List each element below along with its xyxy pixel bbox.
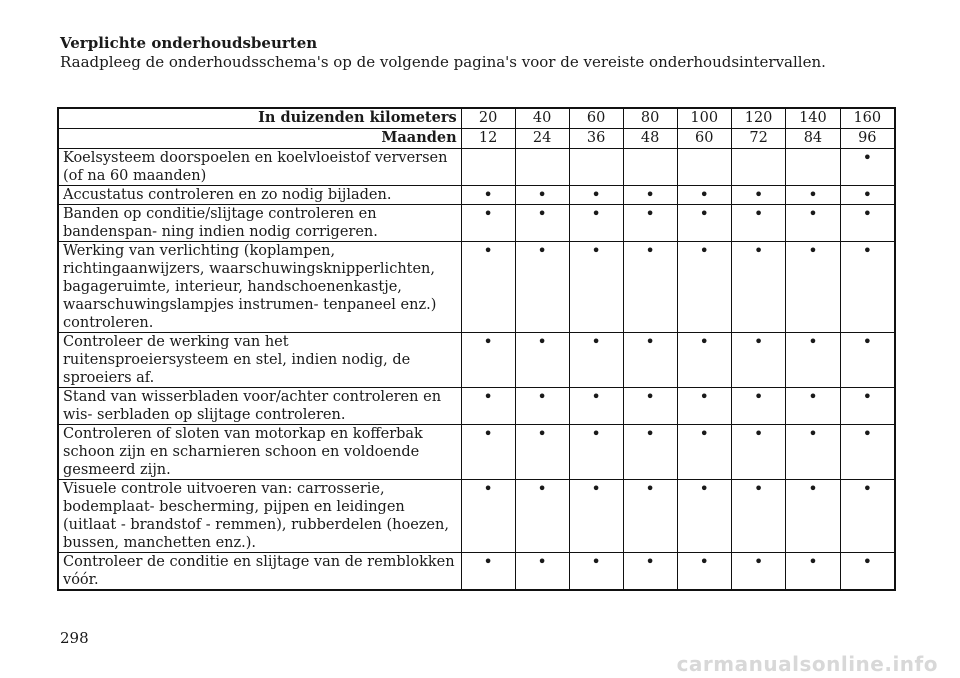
interval-mark: • xyxy=(840,425,895,480)
task-row xyxy=(58,480,895,553)
interval-mark: • xyxy=(786,553,840,591)
interval-mark: • xyxy=(677,186,731,205)
interval-mark: • xyxy=(623,205,677,242)
interval-mark: • xyxy=(515,242,569,333)
km-header-row xyxy=(58,108,895,129)
interval-mark: • xyxy=(840,333,895,388)
interval-mark: • xyxy=(623,242,677,333)
task-row xyxy=(58,242,895,333)
interval-mark: • xyxy=(731,242,785,333)
interval-mark: • xyxy=(731,388,785,425)
interval-mark: • xyxy=(569,425,623,480)
task-row xyxy=(58,205,895,242)
interval-mark: • xyxy=(461,186,515,205)
interval-mark: • xyxy=(515,425,569,480)
interval-mark: • xyxy=(515,333,569,388)
km-header-cell: 20 xyxy=(461,108,515,129)
task-description: Controleer de werking van het ruitensproeiersysteem en stel, indien nodig, de sproeiers af. xyxy=(58,333,461,388)
interval-mark: • xyxy=(840,242,895,333)
km-header-cell: 100 xyxy=(677,108,731,129)
interval-mark: • xyxy=(731,333,785,388)
interval-mark: • xyxy=(569,553,623,591)
km-header-cell: 120 xyxy=(731,108,785,129)
interval-mark: • xyxy=(840,553,895,591)
page-number: 298 xyxy=(60,629,89,647)
interval-mark: • xyxy=(840,186,895,205)
months-row-label: Maanden xyxy=(58,129,461,149)
km-row-label: In duizenden kilometers xyxy=(58,108,461,129)
interval-mark: • xyxy=(677,333,731,388)
interval-mark xyxy=(786,149,840,186)
interval-mark xyxy=(677,149,731,186)
task-description: Controleren of sloten van motorkap en kofferbak schoon zijn en scharnieren schoon en voldoende gesmeerd zijn. xyxy=(58,425,461,480)
months-header-cell: 36 xyxy=(569,129,623,149)
km-header-cell: 60 xyxy=(569,108,623,129)
km-header-cell: 80 xyxy=(623,108,677,129)
interval-mark xyxy=(623,149,677,186)
interval-mark: • xyxy=(786,242,840,333)
interval-mark: • xyxy=(786,388,840,425)
interval-mark: • xyxy=(677,553,731,591)
interval-mark: • xyxy=(786,425,840,480)
interval-mark: • xyxy=(461,333,515,388)
months-header-cell: 12 xyxy=(461,129,515,149)
interval-mark: • xyxy=(840,480,895,553)
interval-mark: • xyxy=(623,186,677,205)
interval-mark: • xyxy=(569,388,623,425)
interval-mark: • xyxy=(623,333,677,388)
months-header-row xyxy=(58,129,895,149)
interval-mark: • xyxy=(677,242,731,333)
interval-mark: • xyxy=(569,205,623,242)
interval-mark: • xyxy=(515,553,569,591)
task-row xyxy=(58,553,895,591)
interval-mark: • xyxy=(623,388,677,425)
intro-text: Raadpleeg de onderhoudsschema's op de volgende pagina's voor de vereiste onderhoudsintervallen. xyxy=(60,53,826,71)
interval-mark: • xyxy=(569,480,623,553)
interval-mark: • xyxy=(623,480,677,553)
interval-mark: • xyxy=(461,480,515,553)
interval-mark: • xyxy=(461,553,515,591)
interval-mark: • xyxy=(731,480,785,553)
months-header-cell: 24 xyxy=(515,129,569,149)
interval-mark: • xyxy=(461,205,515,242)
km-header-cell: 40 xyxy=(515,108,569,129)
interval-mark: • xyxy=(731,205,785,242)
task-description: Koelsysteem doorspoelen en koelvloeistof verversen (of na 60 maanden) xyxy=(58,149,461,186)
task-description: Accustatus controleren en zo nodig bijladen. xyxy=(58,186,461,205)
months-header-cell: 72 xyxy=(731,129,785,149)
task-description: Controleer de conditie en slijtage van de remblokken vóór. xyxy=(58,553,461,591)
interval-mark: • xyxy=(569,333,623,388)
task-description: Banden op conditie/slijtage controleren en bandenspan- ning indien nodig corrigeren. xyxy=(58,205,461,242)
months-header-cell: 48 xyxy=(623,129,677,149)
interval-mark: • xyxy=(569,242,623,333)
task-description: Stand van wisserbladen voor/achter controleren en wis- serbladen op slijtage controleren. xyxy=(58,388,461,425)
task-description: Werking van verlichting (koplampen, richtingaanwijzers, waarschuwingsknipperlichten, bagageruimte, interieur, handschoenenkastje, waarschuwingslampjes instrumen- tenpaneel enz.) controleren. xyxy=(58,242,461,333)
interval-mark: • xyxy=(461,242,515,333)
task-row xyxy=(58,388,895,425)
interval-mark: • xyxy=(515,186,569,205)
months-header-cell: 96 xyxy=(840,129,895,149)
task-row xyxy=(58,186,895,205)
interval-mark: • xyxy=(731,425,785,480)
interval-mark xyxy=(515,149,569,186)
interval-mark: • xyxy=(623,553,677,591)
task-row xyxy=(58,333,895,388)
interval-mark: • xyxy=(515,480,569,553)
interval-mark: • xyxy=(840,149,895,186)
interval-mark xyxy=(731,149,785,186)
task-rows xyxy=(58,149,895,591)
interval-mark xyxy=(461,149,515,186)
watermark: carmanualsonline.info xyxy=(676,652,938,676)
interval-mark: • xyxy=(623,425,677,480)
interval-mark: • xyxy=(840,388,895,425)
interval-mark: • xyxy=(840,205,895,242)
km-header-cell: 160 xyxy=(840,108,895,129)
task-row xyxy=(58,425,895,480)
months-header-cell: 84 xyxy=(786,129,840,149)
months-header-cell: 60 xyxy=(677,129,731,149)
interval-mark: • xyxy=(786,333,840,388)
interval-mark: • xyxy=(786,205,840,242)
interval-mark: • xyxy=(569,186,623,205)
interval-mark: • xyxy=(731,186,785,205)
interval-mark: • xyxy=(677,425,731,480)
maintenance-schedule-table xyxy=(57,107,896,591)
interval-mark: • xyxy=(786,186,840,205)
interval-mark xyxy=(569,149,623,186)
interval-mark: • xyxy=(677,388,731,425)
interval-mark: • xyxy=(677,480,731,553)
interval-mark: • xyxy=(731,553,785,591)
section-heading: Verplichte onderhoudsbeurten xyxy=(60,34,318,52)
task-description: Visuele controle uitvoeren van: carrosserie, bodemplaat- bescherming, pijpen en leidingen (uitlaat - brandstof - remmen), rubberdelen (hoezen, bussen, manchetten enz.). xyxy=(58,480,461,553)
task-row xyxy=(58,149,895,186)
interval-mark: • xyxy=(461,388,515,425)
interval-mark: • xyxy=(786,480,840,553)
interval-mark: • xyxy=(461,425,515,480)
interval-mark: • xyxy=(677,205,731,242)
interval-mark: • xyxy=(515,205,569,242)
km-header-cell: 140 xyxy=(786,108,840,129)
interval-mark: • xyxy=(515,388,569,425)
